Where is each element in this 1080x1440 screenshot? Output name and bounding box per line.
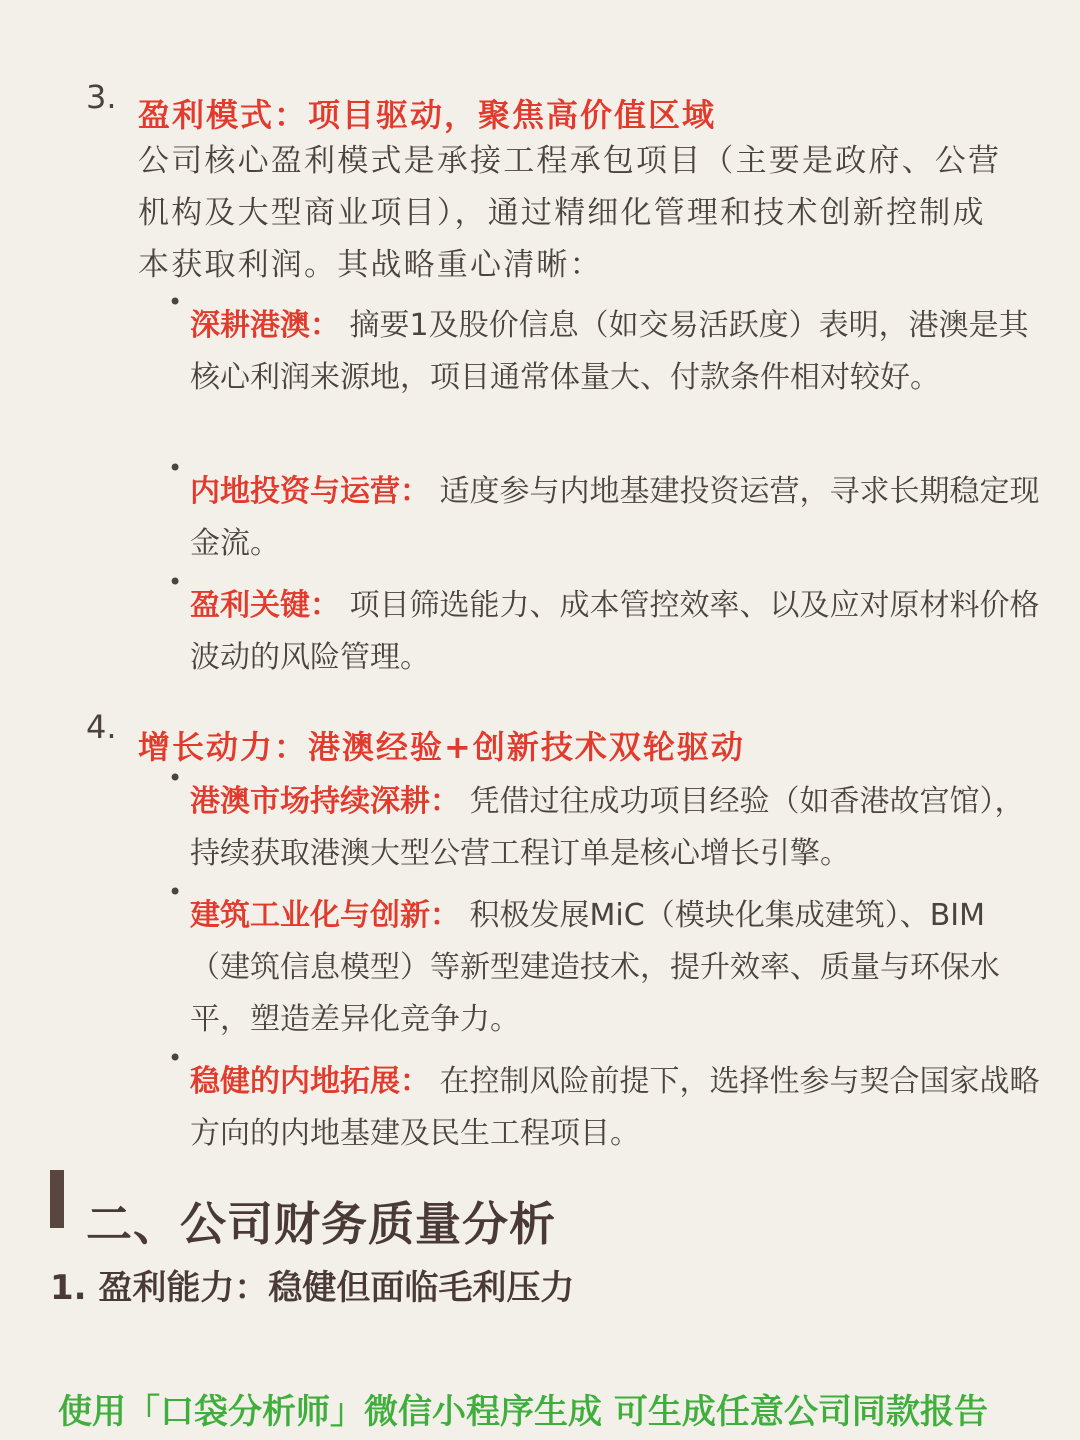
bullet-label: 港澳市场持续深耕： bbox=[190, 784, 460, 819]
section-3-bullet-1 bbox=[168, 288, 1040, 404]
bullet-dot-icon: • bbox=[168, 878, 183, 906]
bullet-dot-icon: • bbox=[168, 288, 183, 316]
bullet-text: 适度参与内地基建投资运营，寻求长期稳定现金流。 bbox=[190, 474, 1040, 561]
bullet-label: 内地投资与运营： bbox=[190, 474, 430, 509]
section-4-bullet-1 bbox=[168, 764, 1040, 880]
bullet-text: 摘要1及股价信息（如交易活跃度）表明，港澳是其核心利润来源地，项目通常体量大、付款条件相对较好。 bbox=[190, 308, 1029, 395]
section-3-heading: 盈利模式：项目驱动，聚焦高价值区域 bbox=[138, 96, 717, 134]
bullet-label: 稳健的内地拓展： bbox=[190, 1064, 430, 1099]
bullet-label: 深耕港澳： bbox=[190, 308, 340, 343]
section-4-bullet-3 bbox=[168, 1044, 1040, 1160]
chapter-title: 二、公司财务质量分析 bbox=[86, 1197, 556, 1251]
section-3-bullet-3 bbox=[168, 568, 1040, 684]
bullet-dot-icon: • bbox=[168, 1044, 183, 1072]
section-4-number: 4. bbox=[86, 708, 117, 746]
subsection-title: 1. 盈利能力：稳健但面临毛利压力 bbox=[50, 1268, 575, 1308]
bullet-text: 项目筛选能力、成本管控效率、以及应对原材料价格波动的风险管理。 bbox=[190, 588, 1040, 675]
bullet-label: 建筑工业化与创新： bbox=[190, 898, 460, 933]
section-3-number: 3. bbox=[86, 78, 117, 116]
section-4-heading: 增长动力：港澳经验+创新技术双轮驱动 bbox=[138, 728, 745, 766]
section-3-paragraph: 公司核心盈利模式是承接工程承包项目（主要是政府、公营机构及大型商业项目），通过精细化管理和技术创新控制成本获取利润。其战略重心清晰： bbox=[138, 143, 1002, 283]
section-3-bullet-2 bbox=[168, 454, 1040, 570]
bullet-dot-icon: • bbox=[168, 764, 183, 792]
bullet-label: 盈利关键： bbox=[190, 588, 340, 623]
bullet-text: 凭借过往成功项目经验（如香港故宫馆），持续获取港澳大型公营工程订单是核心增长引擎。 bbox=[190, 784, 1025, 871]
bullet-dot-icon: • bbox=[168, 454, 183, 482]
footer-promo-text: 使用「口袋分析师」微信小程序生成 可生成任意公司同款报告 bbox=[58, 1392, 988, 1432]
bullet-dot-icon: • bbox=[168, 568, 183, 596]
section-4-bullet-2 bbox=[168, 878, 1040, 1046]
chapter-marker-bar bbox=[50, 1170, 64, 1228]
bullet-text: 积极发展MiC（模块化集成建筑）、BIM（建筑信息模型）等新型建造技术，提升效率、质量与环保水平，塑造差异化竞争力。 bbox=[190, 898, 1000, 1037]
bullet-text: 在控制风险前提下，选择性参与契合国家战略方向的内地基建及民生工程项目。 bbox=[190, 1064, 1040, 1151]
